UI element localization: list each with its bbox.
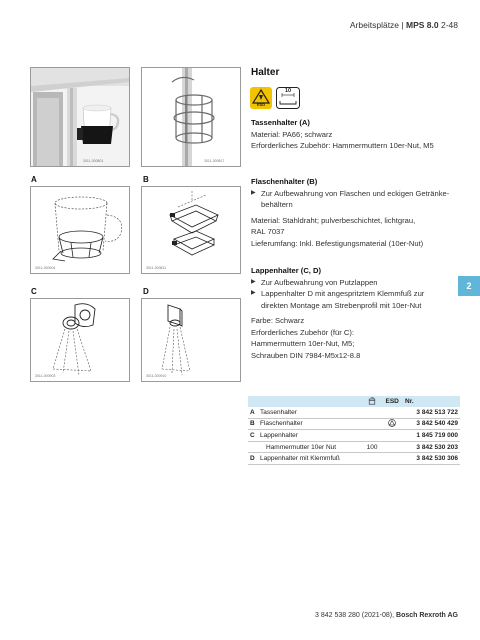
box-icon <box>368 397 376 405</box>
section-bottle-holder <box>251 176 461 249</box>
figure-label-a: A <box>31 175 37 184</box>
table-row <box>248 430 460 442</box>
footer-company: Bosch Rexroth AG <box>396 612 458 619</box>
drawing-cloth-holder-c <box>30 298 130 382</box>
section-cloth-holder <box>251 265 461 361</box>
row-qty <box>363 430 382 442</box>
table-row <box>248 407 460 418</box>
slot-badge <box>276 87 300 109</box>
page-header <box>350 20 458 30</box>
row-name: Lappenhalter <box>258 430 363 442</box>
section-heading: Tassenhalter (A) <box>251 118 310 127</box>
figure-label-b: B <box>143 175 149 184</box>
esd-icon <box>388 419 396 427</box>
header-product: MPS 8.0 <box>406 20 439 30</box>
row-part-number: 1 845 719 000 <box>403 430 460 442</box>
section-line: Material: Stahldraht; pulverbeschichtet, lichtgrau, <box>251 215 416 225</box>
row-qty: 100 <box>363 441 382 453</box>
bottle-holder-drawing <box>142 187 240 273</box>
photo-code: 3011-000817 <box>204 159 225 163</box>
footer-doc-number: 3 842 538 280 (2021-08), <box>315 612 395 619</box>
figure-code: 3011-000903 <box>35 374 56 378</box>
cup-holder-photo-illustration <box>31 68 129 166</box>
row-part-number: 3 842 513 722 <box>403 407 460 418</box>
table-row <box>248 441 460 453</box>
figure-code: 3011-000910 <box>146 374 167 378</box>
drawing-cup-holder <box>30 186 130 274</box>
row-letter: A <box>248 407 258 418</box>
row-name: Hammermutter 10er Nut <box>258 441 363 453</box>
section-line: RAL 7037 <box>251 227 285 236</box>
figure-code: 3011-000811 <box>146 266 167 270</box>
row-qty <box>363 418 382 430</box>
section-cup-holder <box>251 117 434 152</box>
chapter-tab[interactable]: 2 <box>458 276 480 296</box>
table-row <box>248 418 460 430</box>
cloth-holder-c-drawing <box>31 299 129 381</box>
table-header-row <box>248 396 460 407</box>
drawing-cloth-holder-d <box>141 298 241 382</box>
header-page: 2-48 <box>440 20 458 30</box>
bullet-item: ▶ Lappenhalter D mit angespritztem Klemmfuß zur <box>251 288 461 300</box>
figure-label-c: C <box>31 287 37 296</box>
section-line: Hammermuttern 10er-Nut, M5; <box>251 339 355 348</box>
row-part-number: 3 842 540 429 <box>403 418 460 430</box>
esd-badge <box>250 87 272 109</box>
cup-holder-drawing <box>31 187 129 273</box>
header-separator: | <box>401 20 404 30</box>
row-letter: C <box>248 430 258 442</box>
section-line: Farbe: Schwarz <box>251 316 305 325</box>
page-title: Halter <box>251 67 280 78</box>
photo-bottle-holder <box>141 67 241 167</box>
package-icon <box>363 396 382 407</box>
row-name: Lappenhalter mit Klemmfuß <box>258 453 363 465</box>
section-heading: Lappenhalter (C, D) <box>251 266 322 275</box>
row-qty <box>363 453 382 465</box>
section-line: Lieferumfang: Inkl. Befestigungsmaterial (10er-Nut) <box>251 238 424 248</box>
section-line: Erforderliches Zubehör (für C): <box>251 327 354 337</box>
section-heading: Flaschenhalter (B) <box>251 177 318 186</box>
section-line: Erforderliches Zubehör: Hammermuttern 10er-Nut, M5 <box>251 141 434 150</box>
slot-badge-label: 10 <box>284 88 292 94</box>
photo-cup-holder <box>30 67 130 167</box>
cloth-holder-d-drawing <box>142 299 240 381</box>
bullet-continuation: direkten Montage am Strebenprofil mit 10er-Nut <box>261 300 422 310</box>
row-name: Flaschenhalter <box>258 418 363 430</box>
bullet-item: ▶ Zur Aufbewahrung von Putzlappen <box>251 277 461 289</box>
section-line: Schrauben DIN 7984-M5x12-8.8 <box>251 350 361 360</box>
drawing-bottle-holder <box>141 186 241 274</box>
header-section: Arbeitsplätze <box>349 20 400 30</box>
order-table <box>248 396 460 465</box>
table-row <box>248 453 460 465</box>
esd-mark <box>381 418 403 430</box>
row-letter <box>248 441 258 453</box>
section-line: Material: PA66; schwarz <box>251 129 333 139</box>
page-footer <box>315 612 458 619</box>
row-part-number: 3 842 530 306 <box>403 453 460 465</box>
row-part-number: 3 842 530 203 <box>403 441 460 453</box>
row-letter: B <box>248 418 258 430</box>
row-qty <box>363 407 382 418</box>
bullet-item: ▶ Zur Aufbewahrung von Flaschen und eckigen Getränke- <box>251 188 461 200</box>
figure-code: 3011-000904 <box>35 266 56 270</box>
column-number: Nr. <box>403 396 460 407</box>
bottle-holder-photo-illustration <box>142 68 240 166</box>
esd-badge-label: ESD <box>256 102 266 107</box>
figure-label-d: D <box>143 287 149 296</box>
column-esd: ESD <box>381 396 403 407</box>
photo-code: 3011-000801 <box>83 159 104 163</box>
row-letter: D <box>248 453 258 465</box>
bullet-continuation: behältern <box>261 200 293 209</box>
row-name: Tassenhalter <box>258 407 363 418</box>
